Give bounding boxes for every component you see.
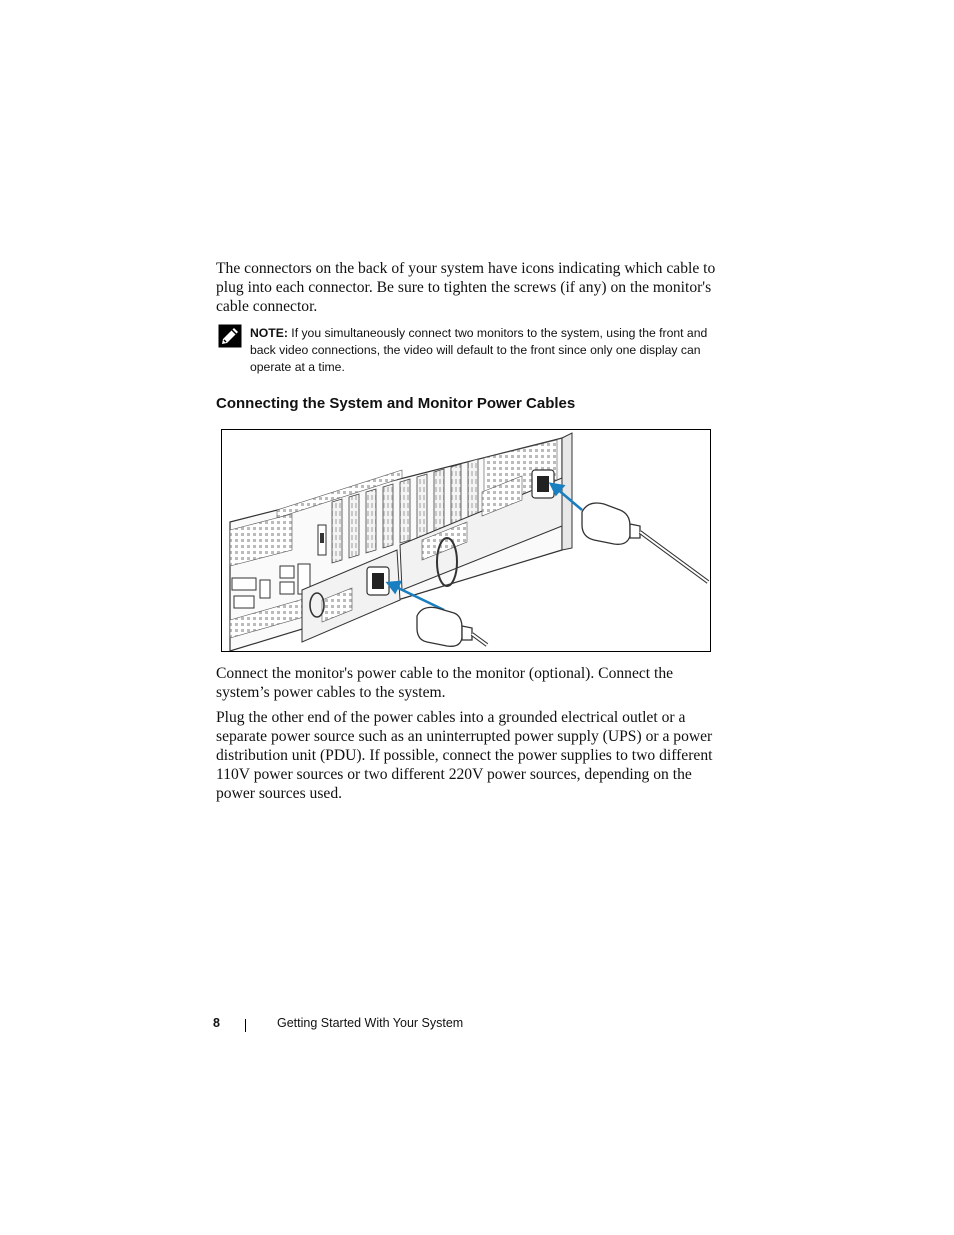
footer-separator [245,1019,246,1032]
power-cable-connection-illustration [222,430,710,651]
paragraph-power-source: Plug the other end of the power cables into a grounded electrical outlet or a separate power source such as an uninterrupted power supply (UPS) or a power distribution unit (PDU). If possible, connect the power supplies to two different 110V power sources or two different 220V power sources, depending on the power sources used. [216,709,713,802]
footer-title: Getting Started With Your System [277,1016,464,1030]
figure-power-cables [221,429,711,652]
section-heading: Connecting the System and Monitor Power Cables [216,395,576,412]
note-body: If you simultaneously connect two monitors to the system, using the front and back video connections, the video will default to the front since only one display can operate at a time. [250,326,708,374]
note-pencil-icon [218,324,242,348]
intro-paragraph: The connectors on the back of your system have icons indicating which cable to plug into each connector. Be sure to tighten the screws (if any) on the monitor's cable connector. [216,260,716,315]
note-text [250,325,712,376]
note-label: NOTE: [250,326,288,340]
page-number: 8 [213,1016,220,1030]
paragraph-connect-monitor: Connect the monitor's power cable to the monitor (optional). Connect the system’s power cables to the system. [216,665,674,701]
